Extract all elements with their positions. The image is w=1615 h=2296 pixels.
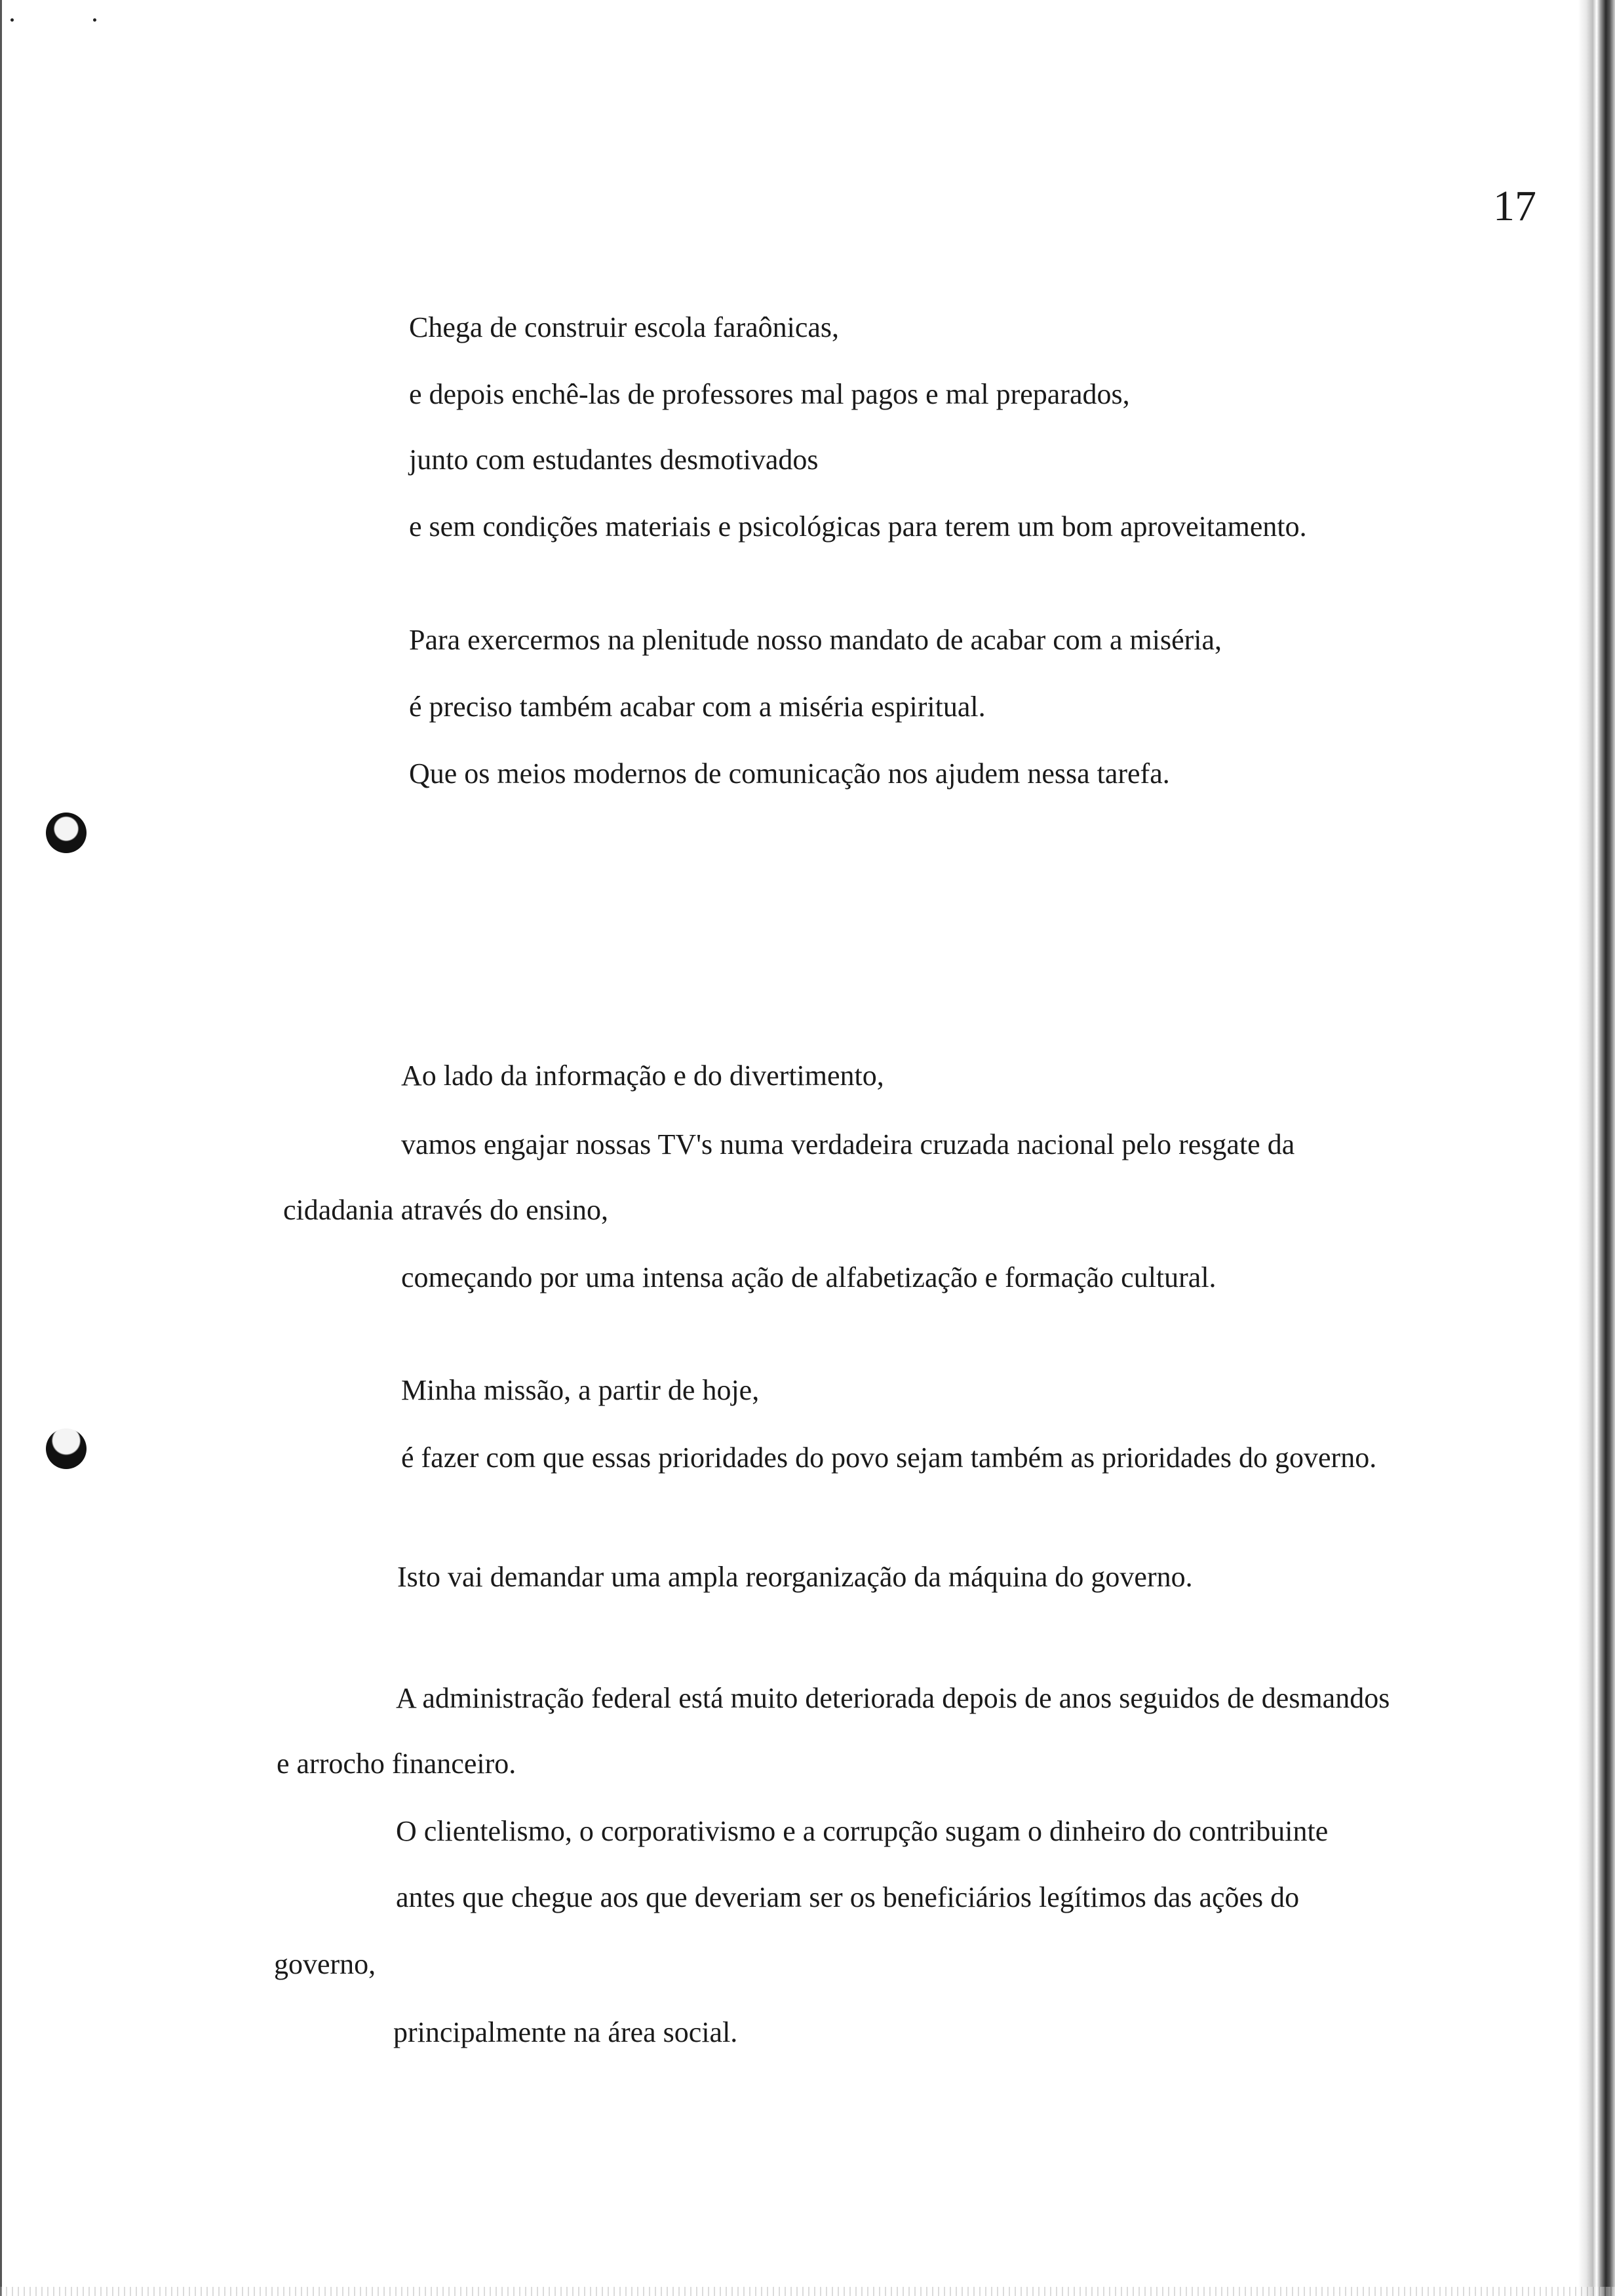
scan-speck bbox=[93, 18, 96, 22]
text-line: Isto vai demandar uma ampla reorganização da máquina do governo. bbox=[397, 1561, 1193, 1593]
text-line: A administração federal está muito deteriorada depois de anos seguidos de desmandos bbox=[396, 1682, 1390, 1714]
scan-right-edge bbox=[1578, 0, 1615, 2296]
scan-speck bbox=[10, 18, 14, 22]
text-line: é preciso também acabar com a miséria espiritual. bbox=[409, 691, 986, 723]
punch-hole-icon bbox=[46, 1428, 87, 1469]
text-line: começando por uma intensa ação de alfabetização e formação cultural. bbox=[401, 1261, 1216, 1293]
text-line: Que os meios modernos de comunicação nos ajudem nessa tarefa. bbox=[409, 757, 1170, 790]
text-line: e arrocho financeiro. bbox=[277, 1748, 516, 1780]
text-line: é fazer com que essas prioridades do povo sejam também as prioridades do governo. bbox=[401, 1442, 1377, 1474]
text-line: junto com estudantes desmotivados bbox=[409, 444, 819, 476]
page-number: 17 bbox=[1493, 182, 1536, 230]
text-line: O clientelismo, o corporativismo e a corrupção sugam o dinheiro do contribuinte bbox=[396, 1815, 1329, 1847]
text-line: Minha missão, a partir de hoje, bbox=[401, 1374, 760, 1406]
text-line: cidadania através do ensino, bbox=[283, 1194, 609, 1226]
text-line: Ao lado da informação e do divertimento, bbox=[401, 1060, 884, 1092]
text-line: e sem condições materiais e psicológicas para terem um bom aproveitamento. bbox=[409, 510, 1307, 543]
text-line: vamos engajar nossas TV's numa verdadeira cruzada nacional pelo resgate da bbox=[401, 1128, 1295, 1160]
text-line: Chega de construir escola faraônicas, bbox=[409, 311, 840, 343]
text-line: principalmente na área social. bbox=[393, 2016, 738, 2048]
text-line: e depois enchê-las de professores mal pagos e mal preparados, bbox=[409, 378, 1130, 410]
text-line: antes que chegue aos que deveriam ser os beneficiários legítimos das ações do bbox=[396, 1881, 1300, 1913]
punch-hole-icon bbox=[46, 813, 87, 853]
scan-bottom-edge bbox=[0, 2287, 1615, 2296]
text-line: Para exercermos na plenitude nosso mandato de acabar com a miséria, bbox=[409, 624, 1222, 656]
scan-left-edge bbox=[0, 0, 2, 2296]
text-line: governo, bbox=[274, 1948, 376, 1980]
